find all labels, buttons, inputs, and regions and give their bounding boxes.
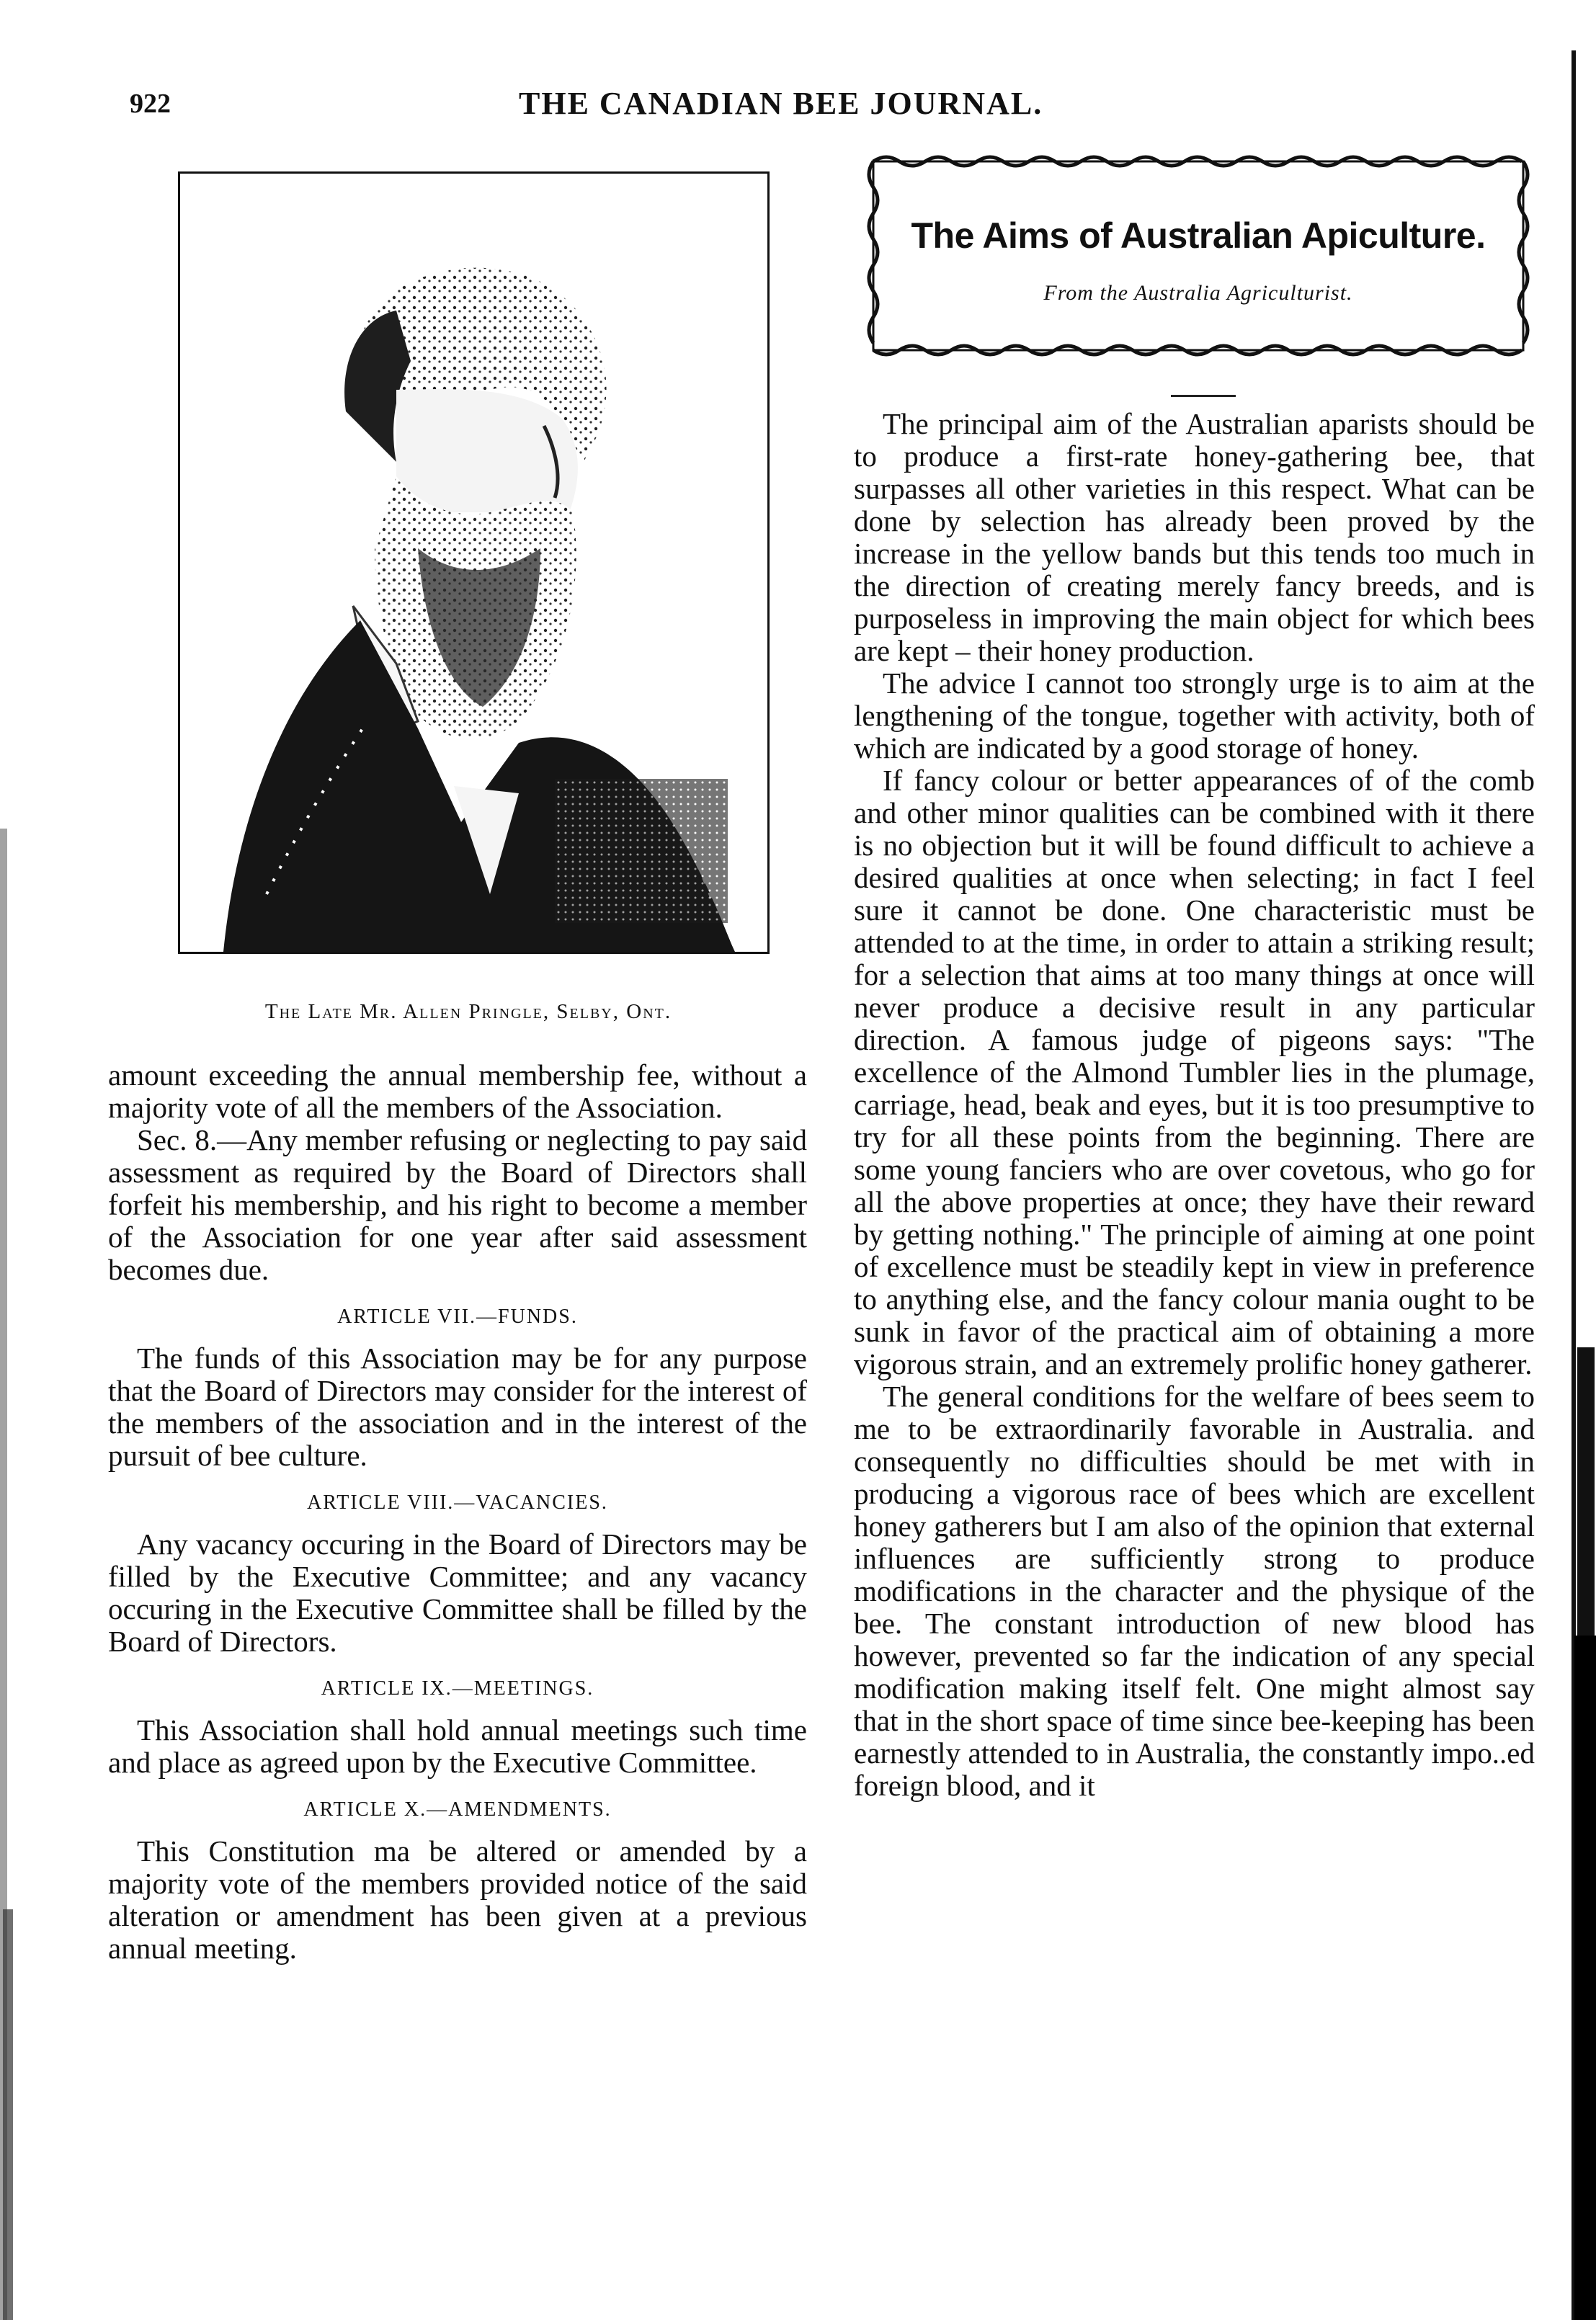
article-10-text: This Constitution ma be altered or amended by a majority vote of the members provided notice of the said alteration or amendment has been given at a previous annual meeting.: [108, 1834, 807, 1965]
article-title: The Aims of Australian Apiculture.: [911, 215, 1486, 256]
body-paragraph-3: If fancy colour or better appearances of of the comb and other minor qualities can be combined with it there is no objection but it will be found difficult to achieve a desired qualities at once when selecting; in fact I feel sure it cannot be done. One characteristic must be attended to at the time, in order to attain a striking result; for a selection that aims at too many things at once will never produce a decisive result in any particular direction. A famous judge of pigeons says: "The excellence of the Almond Tumbler lies in the plumage, carriage, head, beak and eyes, but it is too presumptive to try for all these points from the beginning. There are some young fanciers who are over covetous, who go for all the above properties at once; they have their reward by getting nothing." The principle of aiming at one point of excellence must be steadily kept in view in preference to anything else, and the fancy colour mania ought to be sunk in favor of the practical aim of obtaining a more vigorous strain, and an extremely prolific honey gatherer.: [854, 764, 1535, 1380]
article-title-box: [863, 151, 1533, 360]
body-paragraph-2: The advice I cannot too strongly urge is to aim at the lengthening of the tongue, together with activity, both of which are indicated by a good storage of honey.: [854, 666, 1535, 764]
article-8-text: Any vacancy occuring in the Board of Directors may be filled by the Executive Committee; and any vacancy occuring in the Executive Committee shall be filled by the Board of Directors.: [108, 1527, 807, 1658]
portrait-frame: [178, 171, 770, 954]
article-7-heading: ARTICLE VII.—FUNDS.: [337, 1306, 578, 1328]
right-column: [854, 408, 1535, 1802]
running-head: THE CANADIAN BEE JOURNAL.: [519, 86, 1043, 121]
article-source: From the Australia Agriculturist.: [1043, 281, 1353, 305]
article-10-heading: ARTICLE X.—AMENDMENTS.: [303, 1798, 612, 1821]
article-9-heading: ARTICLE IX.—MEETINGS.: [321, 1677, 594, 1700]
left-column: [108, 1059, 807, 1965]
article-9-text: This Association shall hold annual meetings such time and place as agreed upon by the Executive Committee.: [108, 1713, 807, 1779]
article-7-text: The funds of this Association may be for any purpose that the Board of Directors may consider for the interest of the members of the association and in the interest of the pursuit of bee culture.: [108, 1342, 807, 1472]
body-paragraph-1: The principal aim of the Australian aparists should be to produce a first-rate honey-gathering bee, that surpasses all other varieties in this respect. What can be done by selection has already been proved by the increase in the yellow bands but this tends too much in the direction of creating merely fancy breeds, and is purposeless in improving the main object for which bees are kept – their honey production.: [854, 407, 1535, 667]
portrait-caption: The Late Mr. Allen Pringle, Selby, Ont.: [264, 1000, 672, 1023]
continued-paragraph: amount exceeding the annual membership fee, without a majority vote of all the members of the Association.: [108, 1058, 807, 1124]
title-rule: [1171, 395, 1236, 397]
right-scan-edge: [1567, 50, 1596, 2320]
left-scan-edge: [0, 829, 16, 2320]
article-8-heading: ARTICLE VIII.—VACANCIES.: [307, 1491, 608, 1514]
section-8-paragraph: Sec. 8.—Any member refusing or neglecting to pay said assessment as required by the Board of Directors shall forfeit his membership, and his right to become a member of the Association for one year after said assessment becomes due.: [108, 1123, 807, 1286]
portrait-image: [180, 174, 767, 952]
page-number: 922: [130, 89, 171, 119]
body-paragraph-4: The general conditions for the welfare of bees seem to me to be extraordinarily favorable in Australia. and consequently no difficulties should be met with in producing a vigorous race of bees which are excellent honey gatherers but I am also of the opinion that external influences are sufficiently strong to produce modifications in the character and the physique of the bee. The constant introduction of new blood has however, prevented so far the indication of any special modification making itself felt. One might almost say that in the short space of time since bee-keeping has been earnestly attended to in Australia, the constantly impo..ed foreign blood, and it: [854, 1380, 1535, 1802]
